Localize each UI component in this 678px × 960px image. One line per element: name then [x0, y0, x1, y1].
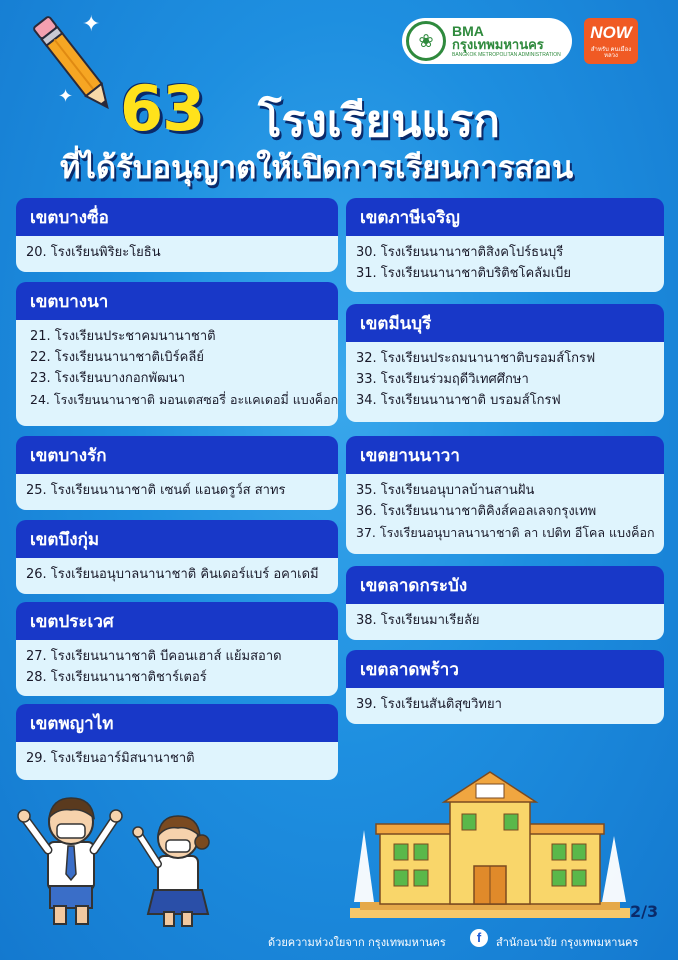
bma-abbr: BMA: [452, 23, 484, 40]
school-item: 32. โรงเรียนประถมนานาชาติบรอมส์โกรฟ: [356, 351, 596, 366]
district-card: [16, 704, 338, 780]
district-card: [346, 198, 664, 292]
school-item: 27. โรงเรียนนานาชาติ บีคอนเฮาส์ แย้มสอาด: [26, 649, 282, 664]
school-item: 21. โรงเรียนประชาคมนานาชาติ: [30, 329, 216, 344]
school-item: 39. โรงเรียนสันติสุขวิทยา: [356, 697, 502, 712]
district-name: เขตยานนาวา: [346, 436, 664, 474]
school-count: 63: [120, 72, 205, 145]
district-card: [346, 436, 664, 554]
district-card: [16, 282, 338, 426]
district-name: เขตลาดกระบัง: [346, 566, 664, 604]
page-number: 2/3: [630, 902, 659, 921]
school-item: 23. โรงเรียนบางกอกพัฒนา: [30, 371, 185, 386]
students-illustration: [10, 790, 230, 930]
school-building-illustration: [350, 770, 630, 920]
bma-logo: [402, 18, 572, 64]
sparkle-icon: ✦: [82, 12, 101, 37]
district-name: เขตบางซื่อ: [16, 198, 338, 236]
page-title: โรงเรียนแรก: [258, 96, 500, 147]
district-name: เขตมีนบุรี: [346, 304, 664, 342]
school-item: 29. โรงเรียนอาร์มิสนานาชาติ: [26, 751, 195, 766]
district-name: เขตบางรัก: [16, 436, 338, 474]
district-name: เขตภาษีเจริญ: [346, 198, 664, 236]
school-item: 37. โรงเรียนอนุบาลนานาชาติ ลา เปติท อีโคล แบงค็อก: [356, 525, 655, 540]
school-item: 33. โรงเรียนร่วมฤดีวิเทศศึกษา: [356, 372, 529, 387]
now-logo-word: NOW: [590, 23, 632, 42]
district-card: [346, 304, 664, 422]
district-card: [346, 650, 664, 724]
district-card: [16, 436, 338, 510]
school-item: 34. โรงเรียนนานาชาติ บรอมส์โกรฟ: [356, 393, 561, 408]
footer-page-name: สำนักอนามัย กรุงเทพมหานคร: [496, 936, 639, 949]
school-item: 25. โรงเรียนนานาชาติ เซนต์ แอนดรูว์ส สาทร: [26, 483, 286, 498]
school-item: 26. โรงเรียนอนุบาลนานาชาติ คินเดอร์แบร์ อคาเดมี: [26, 567, 319, 582]
school-item: 30. โรงเรียนนานาชาติสิงคโปร์ธนบุรี: [356, 245, 564, 260]
footer-credit: ด้วยความห่วงใยจาก กรุงเทพมหานคร: [268, 936, 446, 949]
now-logo-tagline: สำหรับ คนเมืองหลวง: [590, 47, 632, 59]
page-subtitle: ที่ได้รับอนุญาตให้เปิดการเรียนการสอน: [60, 150, 574, 186]
bma-english-name: BANGKOK METROPOLITAN ADMINISTRATION: [452, 51, 561, 58]
school-item: 22. โรงเรียนนานาชาติเบิร์คลีย์: [30, 350, 204, 365]
pencil-icon: [30, 10, 125, 130]
school-item: 35. โรงเรียนอนุบาลบ้านสานฝัน: [356, 483, 535, 498]
school-item: 28. โรงเรียนนานาชาติชาร์เตอร์: [26, 670, 207, 685]
sparkle-icon: ✦: [58, 86, 74, 107]
school-item: 24. โรงเรียนนานาชาติ มอนเตสซอรี่ อะแคเดอมี่ แบงค็อก: [30, 392, 339, 407]
facebook-icon[interactable]: f: [470, 929, 488, 947]
school-item: 36. โรงเรียนนานาชาติคิงส์คอลเลจกรุงเทพ: [356, 504, 597, 519]
school-item: 38. โรงเรียนมาเรียลัย: [356, 613, 480, 628]
school-item: 31. โรงเรียนนานาชาติบริติชโคลัมเบีย: [356, 266, 572, 281]
bma-seal-icon: ❀: [406, 21, 446, 61]
district-name: เขตบึงกุ่ม: [16, 520, 338, 558]
school-item: 20. โรงเรียนพิริยะโยธิน: [26, 245, 161, 260]
district-name: เขตประเวศ: [16, 602, 338, 640]
district-card: [16, 198, 338, 272]
district-card: [346, 566, 664, 640]
now-logo: [584, 18, 638, 64]
district-name: เขตบางนา: [16, 282, 338, 320]
district-name: เขตลาดพร้าว: [346, 650, 664, 688]
bma-thai-name: กรุงเทพมหานคร: [452, 37, 544, 53]
district-name: เขตพญาไท: [16, 704, 338, 742]
district-card: [16, 520, 338, 594]
district-card: [16, 602, 338, 696]
